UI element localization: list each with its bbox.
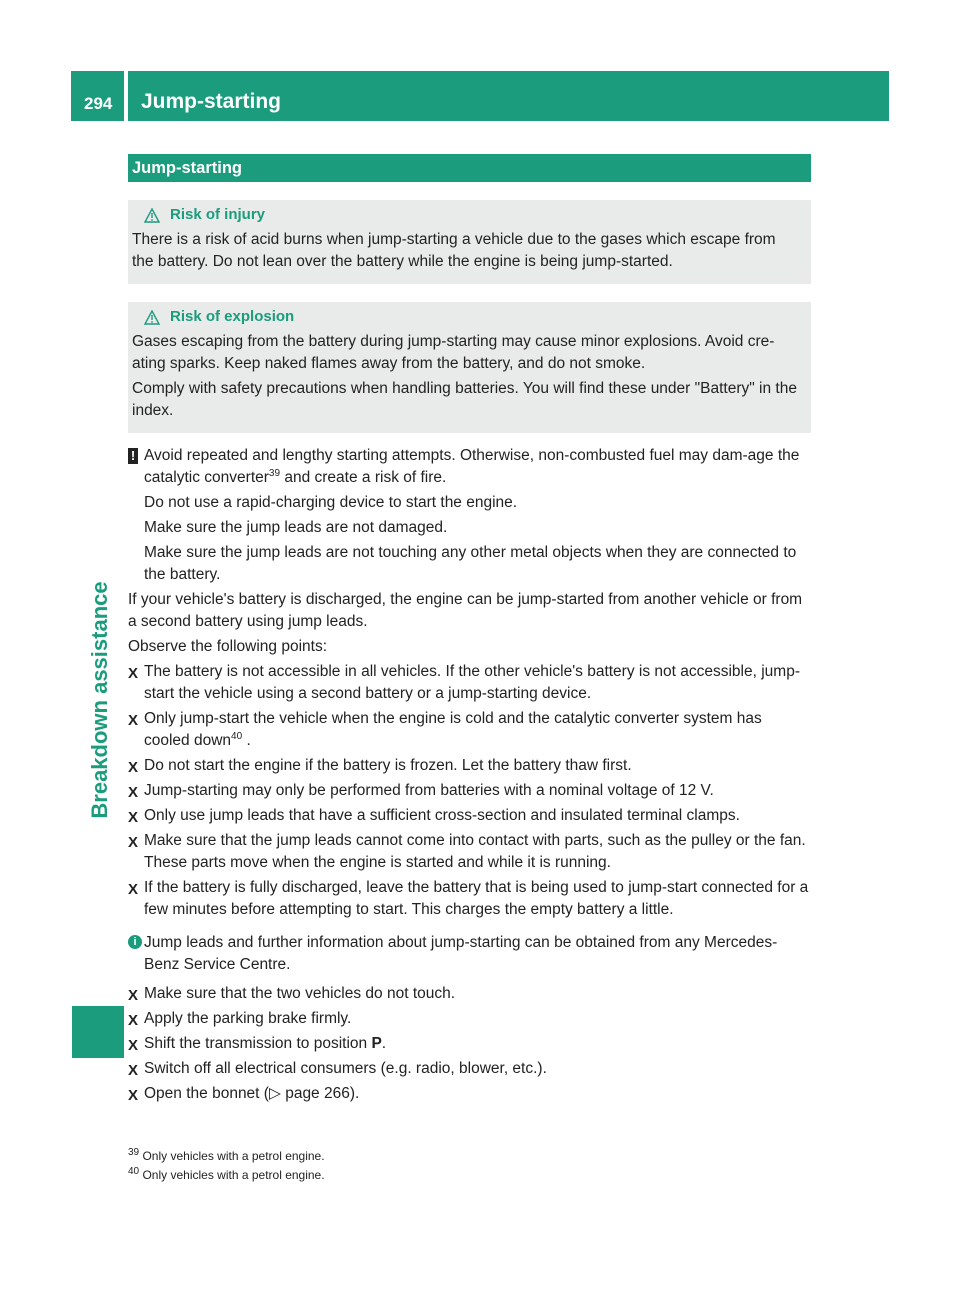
gear-position-label: P <box>371 1035 382 1052</box>
step-list-precautions <box>128 661 811 921</box>
step-text: Only use jump leads that have a sufficient cross-section and insulated terminal clamps. <box>144 807 740 824</box>
warning-triangle-icon <box>144 310 160 325</box>
step-text: Make sure that the jump leads cannot come into contact with parts, such as the pulley or the fan. These parts move when the engine is started and while it is running. <box>144 832 806 871</box>
footnote-number: 39 <box>128 1147 140 1158</box>
footnote-number: 40 <box>128 1166 140 1177</box>
info-icon: i <box>128 935 142 949</box>
list-item <box>128 877 811 921</box>
list-item <box>128 1058 811 1080</box>
step-text: Shift the transmission to position <box>144 1035 372 1052</box>
side-tab-marker <box>72 1006 124 1058</box>
footnote-ref: 39 <box>268 467 281 479</box>
note-paragraph: Make sure the jump leads are not damaged. <box>144 519 448 536</box>
step-text: Only jump-start the vehicle when the engine is cold and the catalytic converter system has cooled down <box>144 710 762 749</box>
step-text: . <box>381 1035 387 1052</box>
step-arrow-icon: X <box>128 665 139 682</box>
step-arrow-icon: X <box>128 834 139 851</box>
step-arrow-icon: X <box>128 809 139 826</box>
footnote-ref: 40 <box>231 730 243 742</box>
step-arrow-icon: X <box>128 784 139 801</box>
warning-text: Gases escaping from the battery during jump-starting may cause minor explosions. Avoid cre-ating sparks. Keep naked flames away from the battery, and do not smoke. <box>132 333 775 372</box>
header-divider <box>124 71 128 121</box>
exclamation-icon: ! <box>128 448 138 464</box>
list-item <box>128 983 811 1005</box>
step-text: Jump-starting may only be performed from batteries with a nominal voltage of 12 V. <box>144 782 714 799</box>
step-arrow-icon: X <box>128 1037 139 1054</box>
step-arrow-icon: X <box>128 881 139 898</box>
warning-text: Comply with safety precautions when handling batteries. You will find these under "Battery" in the index. <box>132 380 797 419</box>
running-title: Jump-starting <box>141 90 282 113</box>
footnote <box>128 1147 325 1166</box>
info-text: Jump leads and further information about jump-starting can be obtained from any Mercedes-Benz Service Centre. <box>144 934 778 973</box>
body-paragraph: If your vehicle's battery is discharged, the engine can be jump-started from another vehicle or from a second battery using jump leads. <box>128 591 803 630</box>
list-item <box>128 661 811 705</box>
step-text: If the battery is fully discharged, leave the battery that is being used to jump-start connected for a few minutes before attempting to start. This charges the empty battery a little. <box>144 879 809 918</box>
page-reference-arrow-icon[interactable]: ▷ <box>268 1085 281 1102</box>
note-text: and create a risk of fire. <box>280 469 447 486</box>
footnote-text: Only vehicles with a petrol engine. <box>142 1149 325 1163</box>
note-paragraph: Make sure the jump leads are not touching any other metal objects when they are connected to the battery. <box>144 544 797 583</box>
page-reference-link[interactable]: page 266). <box>280 1085 360 1102</box>
warning-title-text: Risk of injury <box>170 206 266 223</box>
step-arrow-icon: X <box>128 1012 139 1029</box>
page-number: 294 <box>84 94 113 113</box>
list-item <box>128 780 811 802</box>
step-text: Make sure that the two vehicles do not touch. <box>144 985 456 1002</box>
step-text: Open the bonnet ( <box>144 1085 269 1102</box>
side-section-label: Breakdown assistance <box>87 581 112 819</box>
list-item <box>128 1033 811 1055</box>
body-paragraph: Observe the following points: <box>128 638 328 655</box>
warning-triangle-icon <box>144 208 160 223</box>
list-item <box>128 1008 811 1030</box>
step-arrow-icon: X <box>128 1062 139 1079</box>
step-text: The battery is not accessible in all vehicles. If the other vehicle's battery is not accessible, jump-start the vehicle using a second battery or a jump-starting device. <box>144 663 800 702</box>
footnote <box>128 1166 325 1185</box>
note-block <box>128 445 811 586</box>
warning-title <box>144 204 797 226</box>
step-text: . <box>242 732 251 749</box>
warning-title <box>144 306 797 328</box>
step-arrow-icon: X <box>128 759 139 776</box>
note-text: Avoid repeated and lengthy starting attempts. Otherwise, non-combusted fuel may dam-age the catalytic converter <box>144 447 800 486</box>
step-arrow-icon: X <box>128 987 139 1004</box>
warning-box-injury <box>128 200 811 284</box>
step-arrow-icon: X <box>128 712 139 729</box>
section-heading: Jump-starting <box>128 154 811 182</box>
intro-text <box>128 589 811 658</box>
list-item <box>128 1083 811 1105</box>
list-item <box>128 755 811 777</box>
list-item <box>128 708 811 752</box>
footnote-text: Only vehicles with a petrol engine. <box>142 1168 325 1182</box>
list-item <box>128 830 811 874</box>
info-block <box>128 932 811 976</box>
step-text: Apply the parking brake firmly. <box>144 1010 352 1027</box>
warning-box-explosion <box>128 302 811 433</box>
warning-text: There is a risk of acid burns when jump-starting a vehicle due to the gases which escape from the battery. Do not lean over the battery while the engine is being jump-started. <box>132 231 776 270</box>
footnotes <box>128 1147 325 1185</box>
step-list-preparation <box>128 983 811 1105</box>
step-text: Switch off all electrical consumers (e.g. radio, blower, etc.). <box>144 1060 547 1077</box>
page-content <box>128 154 811 1105</box>
list-item <box>128 805 811 827</box>
note-paragraph: Do not use a rapid-charging device to start the engine. <box>144 494 518 511</box>
step-text: Do not start the engine if the battery is frozen. Let the battery thaw first. <box>144 757 632 774</box>
warning-title-text: Risk of explosion <box>170 308 295 325</box>
step-arrow-icon: X <box>128 1087 139 1104</box>
note-paragraph <box>144 445 811 489</box>
